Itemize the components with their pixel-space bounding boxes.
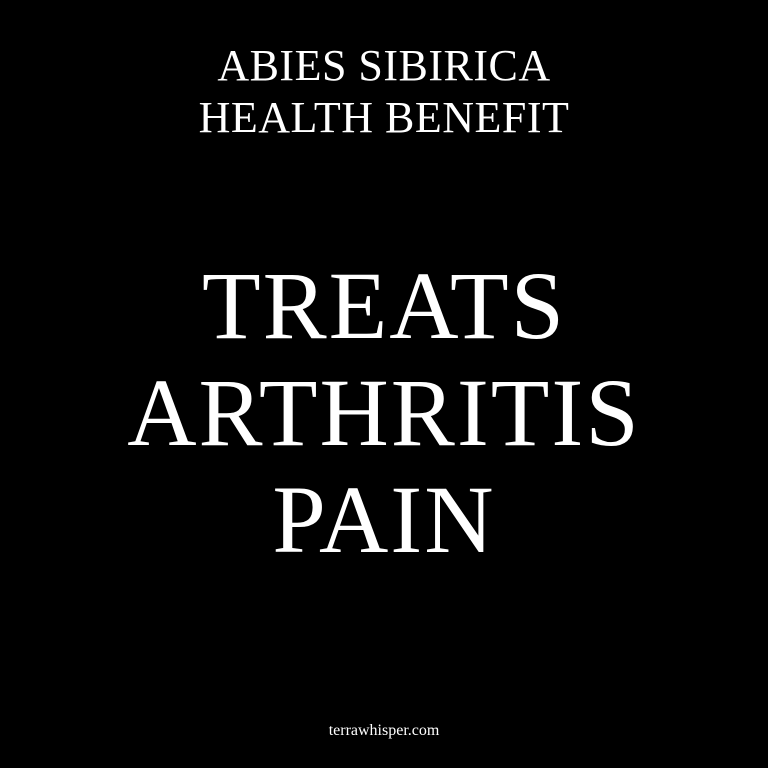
headline-line-3: PAIN [272, 466, 496, 573]
poster-title [0, 40, 768, 144]
headline-line-1: TREATS [201, 252, 567, 359]
headline-line-2: ARTHRITIS [127, 359, 641, 466]
title-subtitle: HEALTH BENEFIT [198, 93, 570, 142]
site-credit: terrawhisper.com [328, 722, 440, 739]
benefit-headline [0, 252, 768, 573]
title-plant-name: ABIES SIBIRICA [217, 41, 551, 90]
